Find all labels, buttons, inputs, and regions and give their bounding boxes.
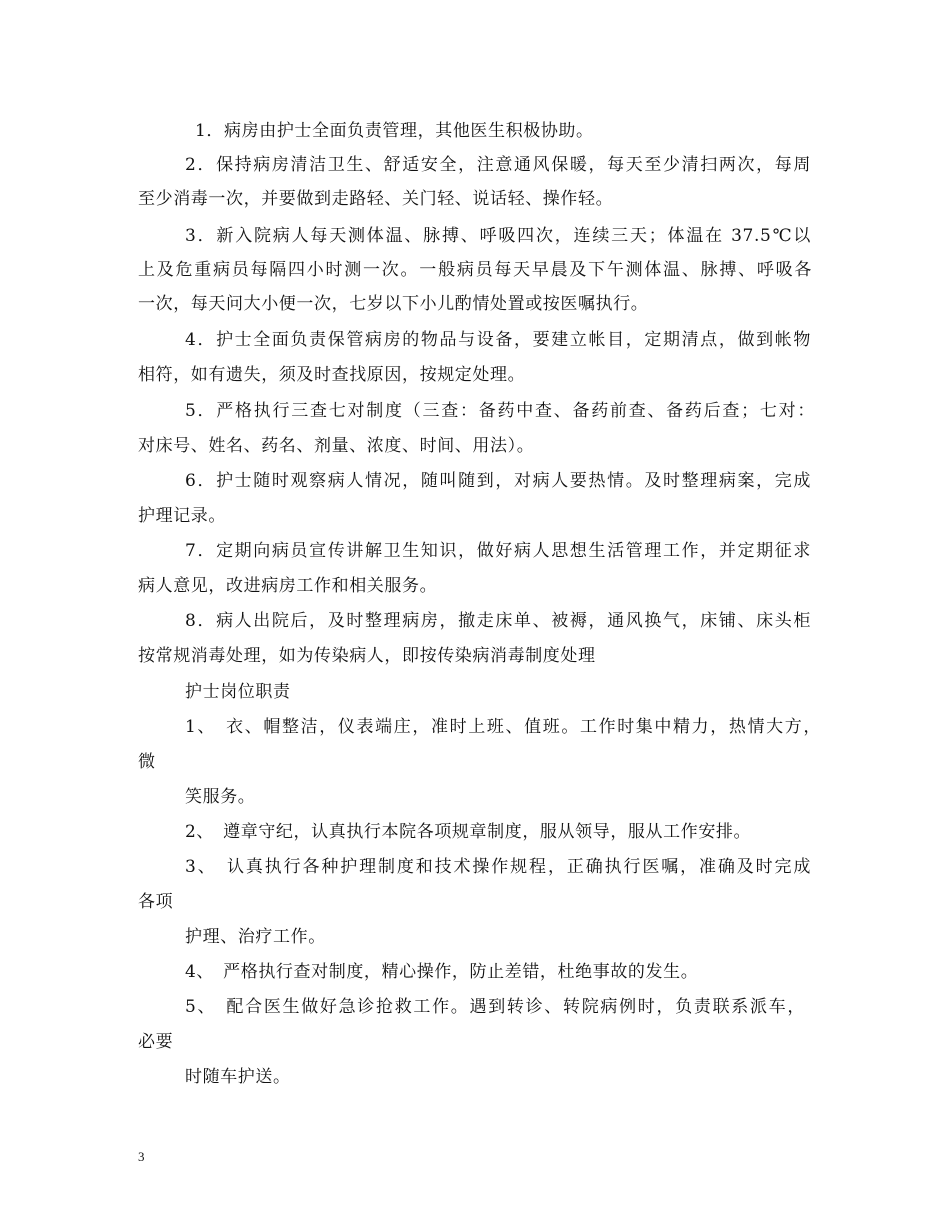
duty-5-line-1: 5、 配合医生做好急诊抢救工作。遇到转诊、转院病例时，负责联系派车， (185, 997, 805, 1017)
rule-2-line-2: 至少消毒一次，并要做到走路轻、关门轻、说话轻、操作轻。 (138, 189, 614, 209)
duty-5-line-2: 必要 (138, 1032, 174, 1052)
duty-5-line-3: 时随车护送。 (185, 1067, 291, 1087)
rule-1-line-1: 1．病房由护士全面负责管理，其他医生积极协助。 (195, 121, 594, 141)
duty-3-line-1: 3、 认真执行各种护理制度和技术操作规程，正确执行医嘱，准确及时完成 (185, 857, 811, 877)
duty-1-line-3: 笑服务。 (185, 787, 256, 807)
rule-5-line-2: 对床号、姓名、药名、剂量、浓度、时间、用法）。 (138, 436, 535, 456)
duty-4-line-1: 4、 严格执行查对制度，精心操作，防止差错，杜绝事故的发生。 (185, 962, 699, 982)
rule-6-line-1: 6．护士随时观察病人情况，随叫随到，对病人要热情。及时整理病案，完成 (185, 471, 811, 491)
page-number: 3 (138, 1149, 145, 1164)
rule-4-line-2: 相符，如有遗失，须及时查找原因，按规定处理。 (138, 365, 526, 385)
rule-3-line-3: 一次，每天问大小便一次，七岁以下小儿酌情处置或按医嘱执行。 (138, 294, 649, 314)
section-title: 护士岗位职责 (185, 682, 291, 702)
duty-2-line-1: 2、 遵章守纪，认真执行本院各项规章制度，服从领导，服从工作安排。 (185, 822, 752, 842)
rule-2-line-1: 2．保持病房清洁卫生、舒适安全，注意通风保暖，每天至少清扫两次，每周 (185, 155, 811, 175)
rule-8-line-1: 8．病人出院后，及时整理病房，撤走床单、被褥，通风换气，床铺、床头柜 (185, 611, 811, 631)
duty-3-line-2: 各项 (138, 892, 174, 912)
rule-5-line-1: 5．严格执行三查七对制度（三查：备药中查、备药前查、备药后查；七对： (185, 401, 815, 421)
duty-3-line-3: 护理、治疗工作。 (185, 927, 326, 947)
rule-3-line-2: 上及危重病员每隔四小时测一次。一般病员每天早晨及下午测体温、脉搏、呼吸各 (138, 260, 812, 280)
rule-7-line-2: 病人意见，改进病房工作和相关服务。 (138, 576, 438, 596)
rule-6-line-2: 护理记录。 (138, 506, 226, 526)
duty-1-line-1: 1、 衣、帽整洁，仪表端庄，准时上班、值班。工作时集中精力，热情大方， (185, 717, 821, 737)
duty-1-line-2: 微 (138, 752, 156, 772)
rule-8-line-2: 按常规消毒处理，如为传染病人，即按传染病消毒制度处理 (138, 646, 596, 666)
rule-3-line-1: 3．新入院病人每天测体温、脉搏、呼吸四次，连续三天；体温在 37.5℃以 (185, 226, 811, 246)
rule-4-line-1: 4．护士全面负责保管病房的物品与设备，要建立帐目，定期清点，做到帐物 (185, 330, 811, 350)
rule-7-line-1: 7．定期向病员宣传讲解卫生知识，做好病人思想生活管理工作，并定期征求 (185, 541, 811, 561)
